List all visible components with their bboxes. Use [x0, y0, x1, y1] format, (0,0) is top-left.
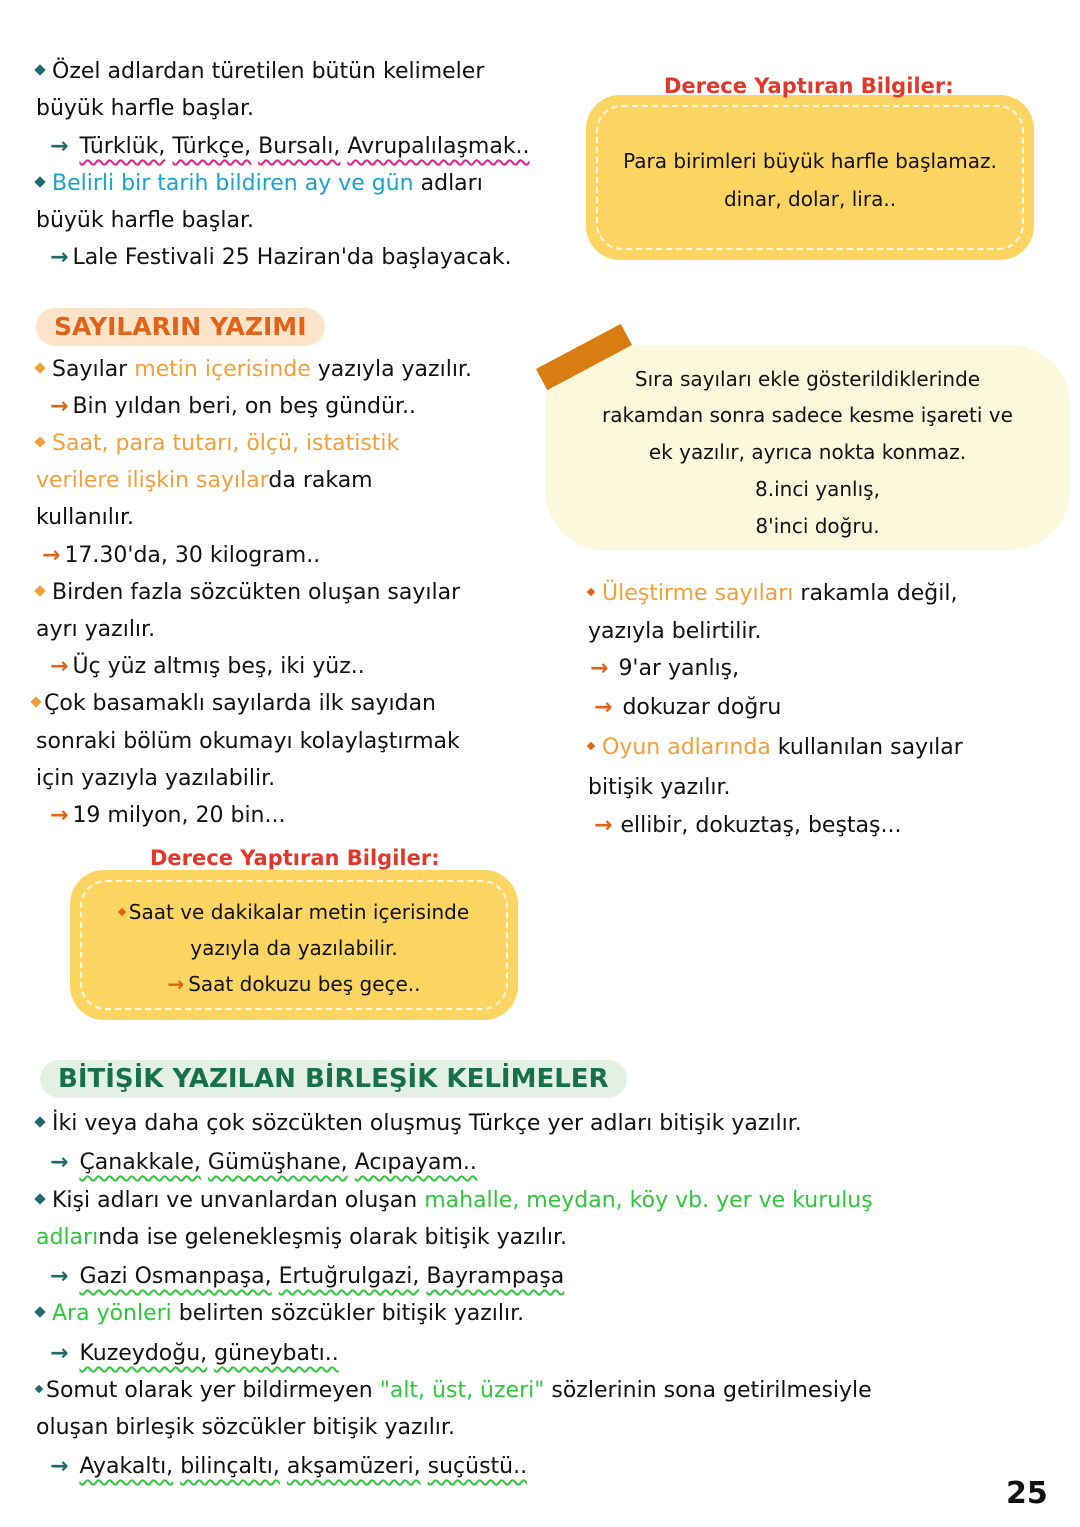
rule-dates-line1	[36, 166, 483, 202]
example-word: güneybatı..	[214, 1341, 339, 1366]
rule-text: sözlerinin sona getirilmesiyle	[544, 1378, 872, 1403]
rule-games-line1	[588, 730, 963, 766]
rule-numbers-3-example	[50, 649, 365, 685]
example-word: Türkçe,	[172, 134, 252, 159]
example-word: akşamüzeri,	[286, 1454, 421, 1479]
example-word: Gazi Osmanpaşa,	[79, 1264, 272, 1289]
example-text: Üç yüz altmış beş, iki yüz..	[72, 654, 365, 679]
rule-proper-nouns-line1	[36, 54, 484, 90]
rule-dates-example	[50, 240, 512, 276]
highlight-text: "alt, üst, üzeri"	[379, 1378, 545, 1403]
rule-games-example	[594, 808, 901, 844]
rule-text: yazıyla yazılır.	[310, 357, 472, 382]
rule-numbers-3-line1	[36, 575, 460, 611]
rule-text: nda ise gelenekleşmiş olarak bitişik yazılır.	[98, 1225, 568, 1250]
rule-proper-nouns-line2: büyük harfle başlar.	[36, 96, 254, 121]
example-word: Ertuğrulgazi,	[278, 1264, 420, 1289]
rule-games-line2: bitişik yazılır.	[588, 775, 731, 800]
example-word: Acıpayam..	[354, 1150, 477, 1175]
rule-distributive-line2: yazıyla belirtilir.	[588, 619, 762, 644]
arrow-icon: →	[167, 972, 185, 996]
rule-compound-2-examples	[50, 1259, 564, 1295]
note-line: Sıra sayıları ekle gösterildiklerinde	[634, 367, 981, 391]
example-word: suçüstü..	[427, 1454, 528, 1479]
rule-text: Birden fazla sözcükten oluşan sayılar	[52, 580, 461, 605]
diamond-bullet-icon	[587, 742, 595, 750]
example-text: Bin yıldan beri, on beş gündür..	[72, 394, 416, 419]
rule-text: kullanılan sayılar	[770, 735, 963, 760]
example-word: Gümüşhane,	[207, 1150, 348, 1175]
rule-text: Sayılar	[52, 357, 135, 382]
note-line-right: 8'inci doğru.	[755, 514, 880, 538]
diamond-bullet-icon	[34, 176, 45, 187]
highlight-text: mahalle, meydan, köy vb. yer ve kuruluş	[424, 1188, 873, 1213]
rule-numbers-2-line3: kullanılır.	[36, 505, 135, 530]
rule-numbers-4-example	[50, 798, 285, 834]
rule-numbers-3-line2: ayrı yazılır.	[36, 617, 156, 642]
arrow-icon: →	[42, 543, 61, 568]
highlight-text: verilere ilişkin sayılar	[36, 468, 269, 493]
rule-numbers-2-example	[42, 538, 320, 574]
rule-numbers-1	[36, 352, 472, 388]
arrow-icon: →	[50, 394, 69, 419]
rule-distributive-line1	[588, 576, 957, 612]
example-text: ellibir, dokuztaş, beştaş...	[620, 813, 902, 838]
rule-text: Çok basamaklı sayılarda ilk sayıdan	[44, 691, 437, 716]
diamond-bullet-icon	[34, 1306, 45, 1317]
rule-compound-4-examples	[50, 1449, 527, 1485]
note-line	[70, 894, 518, 930]
section-title-numbers: SAYILARIN YAZIMI	[36, 308, 325, 346]
note-line: yazıyla da yazılabilir.	[190, 936, 398, 960]
arrow-icon: →	[50, 1264, 69, 1289]
example-word: Türklük,	[79, 134, 166, 159]
rule-numbers-2-line2	[36, 463, 373, 499]
info-note-time	[70, 870, 518, 1020]
rule-text: rakamla değil,	[793, 581, 958, 606]
rule-compound-1	[36, 1106, 802, 1142]
rule-numbers-2-line1	[36, 426, 399, 462]
rule-text: Kişi adları ve unvanlardan oluşan	[52, 1188, 425, 1213]
example-text: Lale Festivali 25 Haziran'da başlayacak.	[72, 245, 512, 270]
example-word: Bursalı,	[258, 134, 341, 159]
diamond-bullet-icon	[34, 64, 45, 75]
diamond-bullet-icon	[118, 907, 126, 915]
example-word: Avrupalılaşmak..	[347, 134, 530, 159]
info-note-currency	[586, 95, 1034, 260]
rule-compound-1-examples	[50, 1145, 477, 1181]
rule-text: Özel adlardan türetilen bütün kelimeler	[52, 59, 485, 84]
arrow-icon: →	[590, 656, 609, 681]
note-line-wrong: 8.inci yanlış,	[755, 477, 880, 501]
rule-dates-line2: büyük harfle başlar.	[36, 208, 254, 233]
rule-text: İki veya daha çok sözcükten oluşmuş Türkçe yer adları bitişik yazılır.	[52, 1111, 802, 1136]
diamond-bullet-icon	[34, 1193, 45, 1204]
rule-text: Somut olarak yer bildirmeyen	[46, 1378, 380, 1403]
note-title: Derece Yaptıran Bilgiler:	[150, 846, 440, 870]
rule-compound-2-line2	[36, 1220, 567, 1256]
example-word: Ayakaltı,	[79, 1454, 174, 1479]
rule-proper-nouns-examples	[50, 129, 530, 165]
arrow-icon: →	[594, 813, 613, 838]
note-text: Saat ve dakikalar metin içerisinde	[128, 900, 470, 924]
rule-distributive-example2	[594, 690, 781, 726]
diamond-bullet-icon	[30, 696, 41, 707]
arrow-icon: →	[50, 245, 69, 270]
diamond-bullet-icon	[34, 362, 45, 373]
example-text: 19 milyon, 20 bin...	[72, 803, 286, 828]
arrow-icon: →	[50, 1454, 69, 1479]
arrow-icon: →	[50, 1341, 69, 1366]
arrow-icon: →	[594, 695, 613, 720]
note-line: rakamdan sonra sadece kesme işareti ve	[602, 403, 1013, 427]
rule-numbers-4-line3: için yazıyla yazılabilir.	[36, 766, 276, 791]
highlight-text: Ara yönleri	[52, 1301, 172, 1326]
example-text: dokuzar doğru	[622, 695, 782, 720]
rule-text: belirten sözcükler bitişik yazılır.	[171, 1301, 525, 1326]
highlight-text: metin içerisinde	[134, 357, 311, 382]
rule-compound-2-line1	[36, 1183, 873, 1219]
example-word: Kuzeydoğu,	[79, 1341, 208, 1366]
rule-compound-3	[36, 1296, 524, 1332]
rule-numbers-4-line1	[32, 686, 436, 722]
highlight-text: Belirli bir tarih bildiren ay ve gün	[52, 171, 414, 196]
diamond-bullet-icon	[34, 436, 45, 447]
rule-numbers-4-line2: sonraki bölüm okumayı kolaylaştırmak	[36, 729, 460, 754]
example-word: Bayrampaşa	[426, 1264, 565, 1289]
arrow-icon: →	[50, 134, 69, 159]
highlight-text: Saat, para tutarı, ölçü, istatistik	[52, 431, 400, 456]
highlight-text: adları	[36, 1225, 99, 1250]
arrow-icon: →	[50, 1150, 69, 1175]
rule-compound-4-line2: oluşan birleşik sözcükler bitişik yazılır.	[36, 1415, 455, 1440]
diamond-bullet-icon	[34, 585, 45, 596]
rule-distributive-example1	[590, 651, 739, 687]
rule-compound-3-examples	[50, 1336, 339, 1372]
arrow-icon: →	[50, 654, 69, 679]
example-text: 17.30'da, 30 kilogram..	[64, 543, 321, 568]
highlight-text: Oyun adlarında	[602, 735, 771, 760]
diamond-bullet-icon	[587, 588, 595, 596]
rule-text: adları	[413, 171, 483, 196]
diamond-bullet-icon	[35, 1385, 43, 1393]
info-note-ordinal	[545, 345, 1070, 550]
rule-numbers-1-example	[50, 389, 416, 425]
section-title-compound: BİTİŞİK YAZILAN BİRLEŞİK KELİMELER	[40, 1060, 627, 1098]
example-text: 9'ar yanlış,	[618, 656, 740, 681]
note-line: Para birimleri büyük harfle başlamaz.	[623, 149, 997, 173]
arrow-icon: →	[50, 803, 69, 828]
rule-compound-4-line1	[36, 1373, 872, 1409]
highlight-text: Üleştirme sayıları	[602, 581, 794, 606]
example-word: Çanakkale,	[79, 1150, 201, 1175]
note-line	[70, 966, 518, 1002]
example-word: bilinçaltı,	[180, 1454, 280, 1479]
note-line: dinar, dolar, lira..	[723, 187, 897, 211]
example-text: Saat dokuzu beş geçe..	[188, 972, 421, 996]
note-title: Derece Yaptıran Bilgiler:	[664, 74, 954, 98]
page-number: 25	[1006, 1476, 1048, 1511]
diamond-bullet-icon	[34, 1116, 45, 1127]
note-line: ek yazılır, ayrıca nokta konmaz.	[648, 440, 967, 464]
rule-text: da rakam	[268, 468, 373, 493]
